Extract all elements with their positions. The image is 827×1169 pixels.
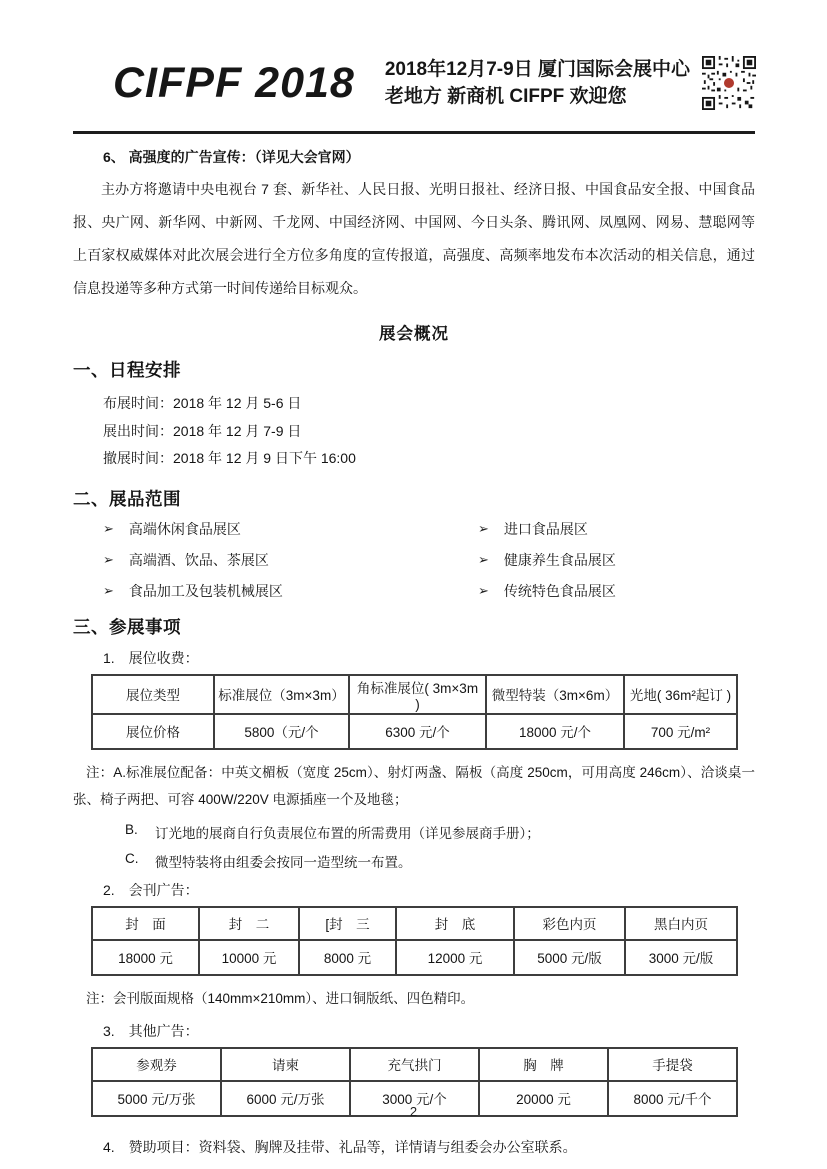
matters-item-3: 3. 其他广告： <box>103 1022 199 1039</box>
table-cell: 5000 元/万张 <box>92 1081 221 1116</box>
table-header-cell: 封 二 <box>199 907 299 940</box>
table-header-cell: 封 底 <box>396 907 514 940</box>
table-header-cell: 黑白内页 <box>625 907 737 940</box>
table-cell: 10000 元 <box>199 940 299 975</box>
table-header-row <box>92 907 737 940</box>
arrow-bullet-icon: ➢ <box>103 582 114 598</box>
matters-item-4: 4. 赞助项目：资料袋、胸牌及挂带、礼品等，详情请与组委会办公室联系。 <box>103 1138 577 1155</box>
scope-item-label: 高端酒、饮品、茶展区 <box>128 551 269 568</box>
scope-list <box>103 519 755 601</box>
content <box>0 147 827 1157</box>
booth-fee-table <box>91 674 738 750</box>
scope-item <box>478 581 755 601</box>
table-header-cell: 展位类型 <box>92 675 214 714</box>
qr-code <box>702 56 756 110</box>
table-cell: 18000 元/个 <box>486 714 624 749</box>
table-cell: 8000 元/千个 <box>608 1081 737 1116</box>
section-scope-heading: 二、展品范围 <box>73 488 181 509</box>
booth-note-a: 注：A.标准展位配备：中英文楣板（宽度 25cm）、射灯两盏、隔板（高度 250cm，可用高度 246cm）、洽谈桌一张、椅子两把、可容 400W/220V 电源插座一个及地毯； <box>73 764 755 807</box>
table-cell: 18000 元 <box>92 940 199 975</box>
arrow-bullet-icon: ➢ <box>478 520 489 536</box>
table-cell: 3000 元/版 <box>625 940 737 975</box>
scope-item-label: 食品加工及包装机械展区 <box>128 582 283 599</box>
schedule-item: 展出时间：2018 年 12 月 7-9 日 <box>103 422 302 439</box>
scope-item <box>103 519 478 539</box>
document-header <box>0 0 827 134</box>
scope-item <box>103 581 478 601</box>
arrow-bullet-icon: ➢ <box>478 551 489 567</box>
arrow-bullet-icon: ➢ <box>478 582 489 598</box>
table-header-cell: 手提袋 <box>608 1048 737 1081</box>
schedule-list <box>73 390 755 473</box>
table-cell: 3000 元/个 <box>350 1081 479 1116</box>
table-row <box>92 940 737 975</box>
scope-item <box>103 550 478 570</box>
table-cell: 展位价格 <box>92 714 214 749</box>
table-row <box>92 714 737 749</box>
scope-item-label: 进口食品展区 <box>503 520 588 537</box>
journal-note: 注：会刊版面规格（140mm×210mm）、进口铜版纸、四色精印。 <box>86 990 475 1006</box>
booth-note-c <box>125 851 755 871</box>
note-text: 微型特装将由组委会按同一造型统一布置。 <box>155 854 412 870</box>
table-cell: 700 元/m² <box>624 714 737 749</box>
section-schedule-heading: 一、日程安排 <box>73 360 181 380</box>
arrow-bullet-icon: ➢ <box>103 551 114 567</box>
tagline-line1: 2018年12月7-9日 厦门国际会展中心 <box>384 59 690 80</box>
table-header-cell: 参观券 <box>92 1048 221 1081</box>
note-label: C. <box>125 850 139 866</box>
booth-note-b <box>125 822 755 842</box>
table-cell: 5000 元/版 <box>514 940 625 975</box>
page-number: 2 <box>409 1104 418 1119</box>
scope-item <box>478 519 755 539</box>
table-header-cell: 微型特装（3m×6m） <box>486 675 624 714</box>
journal-ad-table <box>91 906 738 976</box>
table-cell: 8000 元 <box>299 940 396 975</box>
table-cell: 6000 元/万张 <box>221 1081 350 1116</box>
promo-paragraph: 主办方将邀请中央电视台 7 套、新华社、人民日报、光明日报社、经济日报、中国食品安全报、中国食品报、央广网、新华网、中新网、千龙网、中国经济网、中国网、今日头条、腾讯网、凤凰网、网易、慧聪网等上百家权威媒体对此次展会进行全方位多角度的宣传报道，高强度、高频率地发布本次活动的相关信息，通过信息投递等多种方式第一时间传递给目标观众。 <box>73 181 755 296</box>
scope-item-label: 高端休闲食品展区 <box>128 520 241 537</box>
table-header-cell: 光地( 36m²起订 ) <box>624 675 737 714</box>
arrow-bullet-icon: ➢ <box>103 520 114 536</box>
matters-item-1: 1. 展位收费： <box>103 649 199 666</box>
table-header-row <box>92 675 737 714</box>
note-label: B. <box>125 821 138 837</box>
table-header-cell: 封 面 <box>92 907 199 940</box>
scope-item-label: 健康养生食品展区 <box>503 551 616 568</box>
note-text: 订光地的展商自行负责展位布置的所需费用（详见参展商手册）； <box>155 825 540 841</box>
table-header-cell: 充气拱门 <box>350 1048 479 1081</box>
tagline <box>385 56 690 110</box>
tagline-line2: 老地方 新商机 CIFPF 欢迎您 <box>384 86 627 107</box>
table-header-cell: 角标准展位( 3m×3m ) <box>349 675 486 714</box>
table-header-cell: 彩色内页 <box>514 907 625 940</box>
schedule-item: 布展时间：2018 年 12 月 5-6 日 <box>103 395 302 411</box>
schedule-item: 撤展时间：2018 年 12 月 9 日下午 16:00 <box>103 450 356 466</box>
table-header-cell: 胸 牌 <box>479 1048 608 1081</box>
table-cell: 20000 元 <box>479 1081 608 1116</box>
table-header-row <box>92 1048 737 1081</box>
matters-item-2: 2. 会刊广告： <box>103 881 199 898</box>
section-matters-heading: 三、参展事项 <box>73 616 181 637</box>
table-cell: 6300 元/个 <box>349 714 486 749</box>
table-header-cell: 标准展位（3m×3m） <box>214 675 349 714</box>
table-header-cell: [封 三 <box>299 907 396 940</box>
table-header-cell: 请柬 <box>221 1048 350 1081</box>
logo: CIFPF 2018 <box>113 58 355 107</box>
scope-item <box>478 550 755 570</box>
scope-item-label: 传统特色食品展区 <box>503 582 616 599</box>
table-cell: 12000 元 <box>396 940 514 975</box>
overview-title: 展会概况 <box>379 325 449 343</box>
table-cell: 5800（元/个 <box>214 714 349 749</box>
promo-heading: 6、 高强度的广告宣传：（详见大会官网） <box>103 149 360 165</box>
header-divider <box>73 131 755 134</box>
